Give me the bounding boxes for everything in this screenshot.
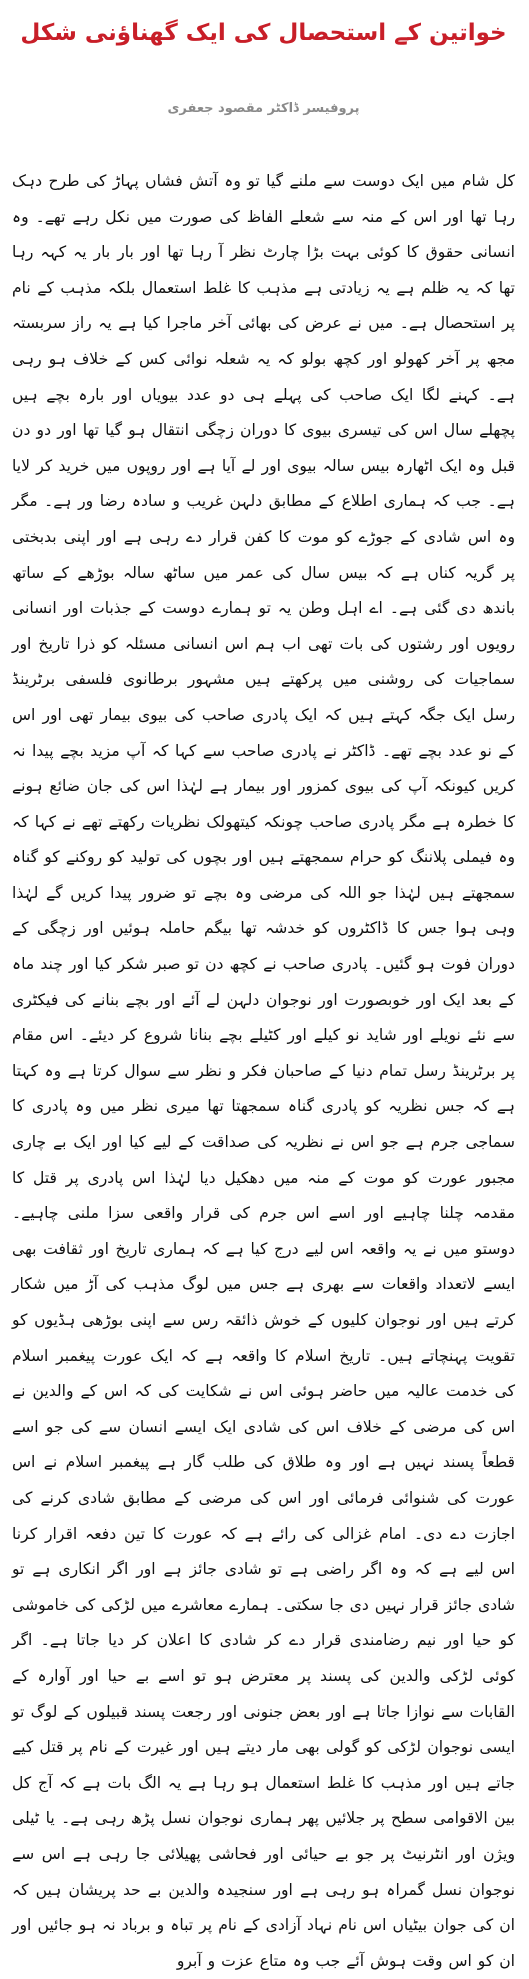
article-author: پروفیسر ڈاکٹر مقصود جعفری (167, 101, 360, 116)
article-title: خواتین کے استحصال کی ایک گھناؤنی شکل (20, 20, 507, 46)
article-body: کل شام میں ایک دوست سے ملنے گیا تو وہ آتش فشاں پہاڑ کی طرح دہک رہا تھا اور اس کے منہ سے شعلے الفاظ کی صورت میں نکل رہے تھے۔ وہ انسانی حقوق کا کوئی بہت بڑا چارٹ نظر آ رہا تھا اور بار بار یہ کہہ رہا تھا کہ یہ ظلم ہے یہ زیادتی ہے مذہب کا غلط استعمال بلکہ مذہب کے نام پر استحصال ہے۔ میں نے عرض کی بھائی آخر ماجرا کیا ہے یہ راز سربستہ مجھ پر آخر کھولو اور کچھ بولو کہ یہ شعلہ نوائی کس کے خلاف ہو رہی ہے۔ کہنے لگا ایک صاحب کی پہلے ہی دو عدد بیویاں اور بارہ بچے ہیں پچھلے سال اس کی تیسری بیوی کا دوران زچگی انتقال ہو گیا تھا اور دو دن قبل وہ ایک اٹھارہ بیس سالہ بیوی اور لے آیا ہے اور روپوں میں خرید کر لایا ہے۔ جب کہ ہماری اطلاع کے مطابق دلہن غریب و سادہ رضا ور ہے۔ مگر وہ اس شادی کے جوڑے کو موت کا کفن قرار دے رہی ہے اور اپنی بدبختی پر گریہ کناں ہے کہ بیس سال کی عمر میں ساٹھ سالہ بوڑھے کے ساتھ باندھ دی گئی ہے۔ اے اہل وطن یہ تو ہمارے دوست کے جذبات اور انسانی رویوں اور رشتوں کی بات تھی اب ہم اس انسانی مسئلہ کو ذرا تاریخ اور سماجیات کی روشنی میں پرکھتے ہیں مشہور برطانوی فلسفی برٹرینڈ رسل ایک جگہ کہتے ہیں کہ ایک پادری صاحب کی بیوی بیمار تھی اور اس کے نو عدد بچے تھے۔ ڈاکٹر نے پادری صاحب سے کہا کہ آپ مزید بچے پیدا نہ کریں کیونکہ آپ کی بیوی کمزور اور بیمار ہے لہٰذا اس کی جان ضائع ہونے کا خطرہ ہے مگر پادری صاحب چونکہ کیتھولک نظریات رکھتے تھے نے کہا کہ وہ فیملی پلاننگ کو حرام سمجھتے ہیں اور بچوں کی تولید کو روکنے کو گناہ سمجھتے ہیں لہٰذا جو اللہ کی مرضی وہ بچے تو ضرور پیدا کریں گے لہٰذا وہی ہوا جس کا ڈاکٹروں کو خدشہ تھا بیگم حاملہ ہوئیں اور زچگی کے دوران فوت ہو گئیں۔ پادری صاحب نے کچھ دن تو صبر شکر کیا اور چند ماہ کے بعد ایک اور خوبصورت اور نوجوان دلہن لے آئے اور بچے بنانے کی فیکٹری سے نئے نویلے اور شاید نو کیلے اور کٹیلے بچے بنانا شروع کر دیئے۔ اس مقام پر برٹرینڈ رسل تمام دنیا کے صاحبان فکر و نظر سے سوال کرتا ہے وہ کہتا ہے کہ جس نظریہ کو پادری گناہ سمجھتا تھا میری نظر میں وہ پادری کا سماجی جرم ہے جو اس نے نظریہ کی صداقت کے لیے کیا اور ایک بے چاری مجبور عورت کو موت کے منہ میں دھکیل دیا لہٰذا اس پادری پر قتل کا مقدمہ چلنا چاہیے اور اسے اس جرم کی قرار واقعی سزا ملنی چاہیے۔ دوستو میں نے یہ واقعہ اس لیے درج کیا ہے کہ ہماری تاریخ اور ثقافت بھی ایسے لاتعداد واقعات سے بھری ہے جس میں لوگ مذہب کی آڑ میں شکار کرتے ہیں اور نوجوان کلیوں کے خوش ذائقہ رس سے اپنی بوڑھی ہڈیوں کو تقویت پہنچاتے ہیں۔ تاریخ اسلام کا واقعہ ہے کہ ایک عورت پیغمبر اسلام کی خدمت عالیہ میں حاضر ہوئی اس نے شکایت کی کہ اس کے والدین نے اس کی مرضی کے خلاف اس کی شادی ایک ایسے انسان سے کی جو اسے قطعاً پسند نہیں ہے اور وہ طلاق کی طلب گار ہے پیغمبر اسلام نے اس عورت کی شنوائی فرمائی اور اس کی مرضی کے مطابق شادی کرنے کی اجازت دے دی۔ امام غزالی کی رائے ہے کہ عورت کا تین دفعہ اقرار کرنا اس لیے ہے کہ وہ اگر راضی ہے تو شادی جائز ہے اور اگر انکاری ہے تو شادی جائز قرار نہیں دی جا سکتی۔ ہمارے معاشرے میں لڑکی کی خاموشی کو حیا اور نیم رضامندی قرار دے کر شادی کا اعلان کر دیا جاتا ہے۔ اگر کوئی لڑکی والدین کی پسند پر معترض ہو تو اسے بے حیا اور آوارہ کے القابات سے نوازا جاتا ہے اور بعض جنونی اور رجعت پسند قبیلوں کے لوگ تو ایسی نوجوان لڑکی کو گولی بھی مار دیتے ہیں اور غیرت کے نام پر قتل کیے جاتے ہیں اور مذہب کا غلط استعمال ہو رہا ہے یہ الگ بات ہے کہ آج کل بین الاقوامی سطح پر جلائیں پھر ہماری نوجوان نسل پڑھ رہی ہے۔ یا ٹیلی ویژن اور انٹرنیٹ پر جو بے حیائی اور فحاشی پھیلائی جا رہی ہے اس سے نوجوان نسل گمراہ ہو رہی ہے اور سنجیدہ والدین بے حد پریشان ہیں کہ ان کی جوان بیٹیاں اس نام نہاد آزادی کے نام پر تباہ و برباد نہ ہو جائیں اور ان کو اس وقت ہوش آئے جب وہ متاع عزت و آبرو (12, 172, 515, 1970)
